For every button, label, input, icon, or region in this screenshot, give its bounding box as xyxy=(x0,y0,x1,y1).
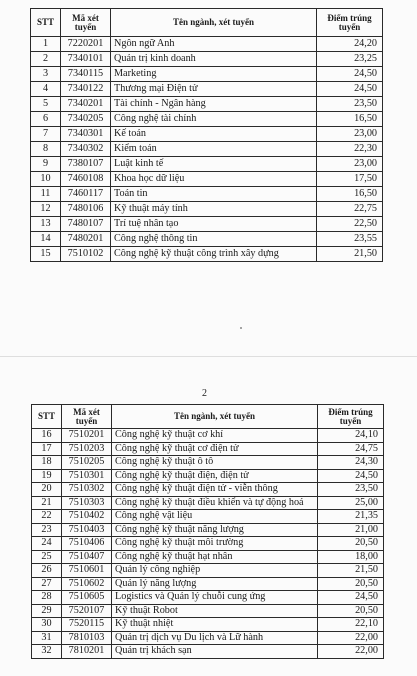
row-name: Toán tin xyxy=(111,187,317,202)
row-score: 17,50 xyxy=(317,172,383,187)
row-code: 7510605 xyxy=(62,591,112,605)
row-score: 21,00 xyxy=(318,523,384,537)
page-number: 2 xyxy=(202,388,207,399)
row-code: 7510303 xyxy=(62,496,112,510)
row-code: 7510102 xyxy=(61,247,111,262)
row-score: 21,50 xyxy=(318,564,384,578)
row-name: Quản trị kinh doanh xyxy=(111,52,317,67)
row-code: 7460108 xyxy=(61,172,111,187)
row-code: 7480107 xyxy=(61,217,111,232)
row-stt: 21 xyxy=(32,496,62,510)
row-stt: 10 xyxy=(31,172,61,187)
row-name: Kế toán xyxy=(111,127,317,142)
row-stt: 13 xyxy=(31,217,61,232)
row-stt: 17 xyxy=(32,442,62,456)
scan-speck xyxy=(240,327,242,329)
row-score: 23,00 xyxy=(317,157,383,172)
row-name: Công nghệ kỹ thuật điều khiển và tự động hoá xyxy=(112,496,318,510)
row-score: 22,50 xyxy=(317,217,383,232)
header-code: Mã xét tuyển xyxy=(61,9,111,37)
row-name: Kỹ thuật Robot xyxy=(112,604,318,618)
table-row xyxy=(31,97,383,112)
table-row xyxy=(31,217,383,232)
row-stt: 28 xyxy=(32,591,62,605)
row-stt: 22 xyxy=(32,510,62,524)
table-row xyxy=(32,604,384,618)
admission-table-page-2 xyxy=(31,404,384,659)
row-code: 7340302 xyxy=(61,142,111,157)
table-row xyxy=(32,645,384,659)
row-score: 23,00 xyxy=(317,127,383,142)
row-name: Trí tuệ nhân tạo xyxy=(111,217,317,232)
row-stt: 15 xyxy=(31,247,61,262)
table-header-row xyxy=(32,405,384,429)
row-score: 23,50 xyxy=(318,483,384,497)
table-row xyxy=(31,67,383,82)
row-stt: 29 xyxy=(32,604,62,618)
row-score: 22,00 xyxy=(318,645,384,659)
table-row xyxy=(31,247,383,262)
table-row xyxy=(32,550,384,564)
row-stt: 24 xyxy=(32,537,62,551)
row-name: Công nghệ kỹ thuật hạt nhân xyxy=(112,550,318,564)
row-stt: 32 xyxy=(32,645,62,659)
table-row xyxy=(31,172,383,187)
table-body xyxy=(31,37,383,262)
row-name: Khoa học dữ liệu xyxy=(111,172,317,187)
table-row xyxy=(31,157,383,172)
row-name: Luật kinh tế xyxy=(111,157,317,172)
row-name: Công nghệ kỹ thuật môi trường xyxy=(112,537,318,551)
row-name: Công nghệ thông tin xyxy=(111,232,317,247)
row-name: Công nghệ vật liệu xyxy=(112,510,318,524)
header-score: Điểm trúng tuyển xyxy=(318,405,384,429)
row-score: 22,10 xyxy=(318,618,384,632)
row-code: 7460117 xyxy=(61,187,111,202)
row-stt: 16 xyxy=(32,429,62,443)
row-code: 7510406 xyxy=(62,537,112,551)
table-row xyxy=(32,496,384,510)
row-name: Ngôn ngữ Anh xyxy=(111,37,317,52)
row-code: 7520115 xyxy=(62,618,112,632)
row-name: Công nghệ kỹ thuật cơ khí xyxy=(112,429,318,443)
row-stt: 26 xyxy=(32,564,62,578)
row-code: 7340101 xyxy=(61,52,111,67)
row-name: Quản trị dịch vụ Du lịch và Lữ hành xyxy=(112,631,318,645)
row-score: 21,50 xyxy=(317,247,383,262)
row-score: 25,00 xyxy=(318,496,384,510)
row-name: Quản lý năng lượng xyxy=(112,577,318,591)
table-row xyxy=(31,127,383,142)
table-row xyxy=(32,442,384,456)
row-stt: 30 xyxy=(32,618,62,632)
row-stt: 31 xyxy=(32,631,62,645)
row-code: 7480106 xyxy=(61,202,111,217)
row-score: 22,30 xyxy=(317,142,383,157)
table-body xyxy=(32,429,384,659)
row-stt: 4 xyxy=(31,82,61,97)
header-score: Điểm trúng tuyển xyxy=(317,9,383,37)
row-stt: 5 xyxy=(31,97,61,112)
row-score: 24,50 xyxy=(317,67,383,82)
table-row xyxy=(32,429,384,443)
row-name: Kiểm toán xyxy=(111,142,317,157)
row-score: 22,00 xyxy=(318,631,384,645)
row-score: 16,50 xyxy=(317,112,383,127)
table-row xyxy=(32,631,384,645)
row-stt: 11 xyxy=(31,187,61,202)
row-name: Công nghệ kỹ thuật công trình xây dựng xyxy=(111,247,317,262)
row-code: 7340122 xyxy=(61,82,111,97)
row-score: 24,50 xyxy=(317,82,383,97)
row-score: 20,50 xyxy=(318,577,384,591)
row-name: Kỹ thuật nhiệt xyxy=(112,618,318,632)
row-code: 7340115 xyxy=(61,67,111,82)
row-name: Công nghệ kỹ thuật cơ điện tử xyxy=(112,442,318,456)
row-name: Logistics và Quản lý chuỗi cung ứng xyxy=(112,591,318,605)
row-score: 21,35 xyxy=(318,510,384,524)
row-stt: 3 xyxy=(31,67,61,82)
row-stt: 23 xyxy=(32,523,62,537)
table-row xyxy=(31,52,383,67)
table-row xyxy=(32,591,384,605)
row-score: 23,50 xyxy=(317,97,383,112)
row-name: Tài chính - Ngân hàng xyxy=(111,97,317,112)
row-stt: 8 xyxy=(31,142,61,157)
row-stt: 6 xyxy=(31,112,61,127)
row-stt: 19 xyxy=(32,469,62,483)
row-stt: 12 xyxy=(31,202,61,217)
row-code: 7510205 xyxy=(62,456,112,470)
table-row xyxy=(32,577,384,591)
row-code: 7510302 xyxy=(62,483,112,497)
table-row xyxy=(32,483,384,497)
header-name: Tên ngành, xét tuyển xyxy=(111,9,317,37)
table-row xyxy=(31,202,383,217)
row-name: Công nghệ tài chính xyxy=(111,112,317,127)
row-score: 20,50 xyxy=(318,537,384,551)
row-stt: 7 xyxy=(31,127,61,142)
header-name: Tên ngành, xét tuyển xyxy=(112,405,318,429)
table-row xyxy=(31,37,383,52)
table-row xyxy=(32,456,384,470)
row-stt: 20 xyxy=(32,483,62,497)
row-code: 7480201 xyxy=(61,232,111,247)
table-row xyxy=(31,232,383,247)
table-row xyxy=(31,82,383,97)
row-name: Công nghệ kỹ thuật năng lượng xyxy=(112,523,318,537)
table-header-row xyxy=(31,9,383,37)
row-stt: 2 xyxy=(31,52,61,67)
page-separator xyxy=(0,356,417,357)
row-score: 23,55 xyxy=(317,232,383,247)
row-stt: 18 xyxy=(32,456,62,470)
row-name: Kỹ thuật máy tính xyxy=(111,202,317,217)
row-score: 23,25 xyxy=(317,52,383,67)
row-stt: 14 xyxy=(31,232,61,247)
table-row xyxy=(32,469,384,483)
table-row xyxy=(32,523,384,537)
row-stt: 25 xyxy=(32,550,62,564)
row-score: 24,20 xyxy=(317,37,383,52)
row-score: 18,00 xyxy=(318,550,384,564)
row-stt: 9 xyxy=(31,157,61,172)
row-name: Marketing xyxy=(111,67,317,82)
table-row xyxy=(31,112,383,127)
header-stt: STT xyxy=(31,9,61,37)
row-score: 24,75 xyxy=(318,442,384,456)
row-code: 7810201 xyxy=(62,645,112,659)
row-code: 7510602 xyxy=(62,577,112,591)
row-code: 7340201 xyxy=(61,97,111,112)
table-row xyxy=(32,564,384,578)
row-score: 24,50 xyxy=(318,469,384,483)
row-stt: 27 xyxy=(32,577,62,591)
row-score: 16,50 xyxy=(317,187,383,202)
row-code: 7510601 xyxy=(62,564,112,578)
row-code: 7510402 xyxy=(62,510,112,524)
row-code: 7810103 xyxy=(62,631,112,645)
table-row xyxy=(32,537,384,551)
table-row xyxy=(32,618,384,632)
row-code: 7510203 xyxy=(62,442,112,456)
row-code: 7380107 xyxy=(61,157,111,172)
row-code: 7340205 xyxy=(61,112,111,127)
row-code: 7340301 xyxy=(61,127,111,142)
row-score: 24,50 xyxy=(318,591,384,605)
row-name: Quản lý công nghiệp xyxy=(112,564,318,578)
row-code: 7510301 xyxy=(62,469,112,483)
row-code: 7510201 xyxy=(62,429,112,443)
row-code: 7510407 xyxy=(62,550,112,564)
row-score: 24,10 xyxy=(318,429,384,443)
row-name: Công nghệ kỹ thuật điện tử - viễn thông xyxy=(112,483,318,497)
row-code: 7510403 xyxy=(62,523,112,537)
row-score: 22,75 xyxy=(317,202,383,217)
row-name: Thương mại Điện tử xyxy=(111,82,317,97)
table-row xyxy=(31,187,383,202)
table-row xyxy=(31,142,383,157)
row-code: 7220201 xyxy=(61,37,111,52)
header-code: Mã xét tuyển xyxy=(62,405,112,429)
admission-table-page-1 xyxy=(30,8,383,262)
row-stt: 1 xyxy=(31,37,61,52)
row-code: 7520107 xyxy=(62,604,112,618)
header-stt: STT xyxy=(32,405,62,429)
row-score: 24,30 xyxy=(318,456,384,470)
row-name: Quản trị khách sạn xyxy=(112,645,318,659)
table-row xyxy=(32,510,384,524)
row-score: 20,50 xyxy=(318,604,384,618)
row-name: Công nghệ kỹ thuật ô tô xyxy=(112,456,318,470)
row-name: Công nghệ kỹ thuật điện, điện tử xyxy=(112,469,318,483)
